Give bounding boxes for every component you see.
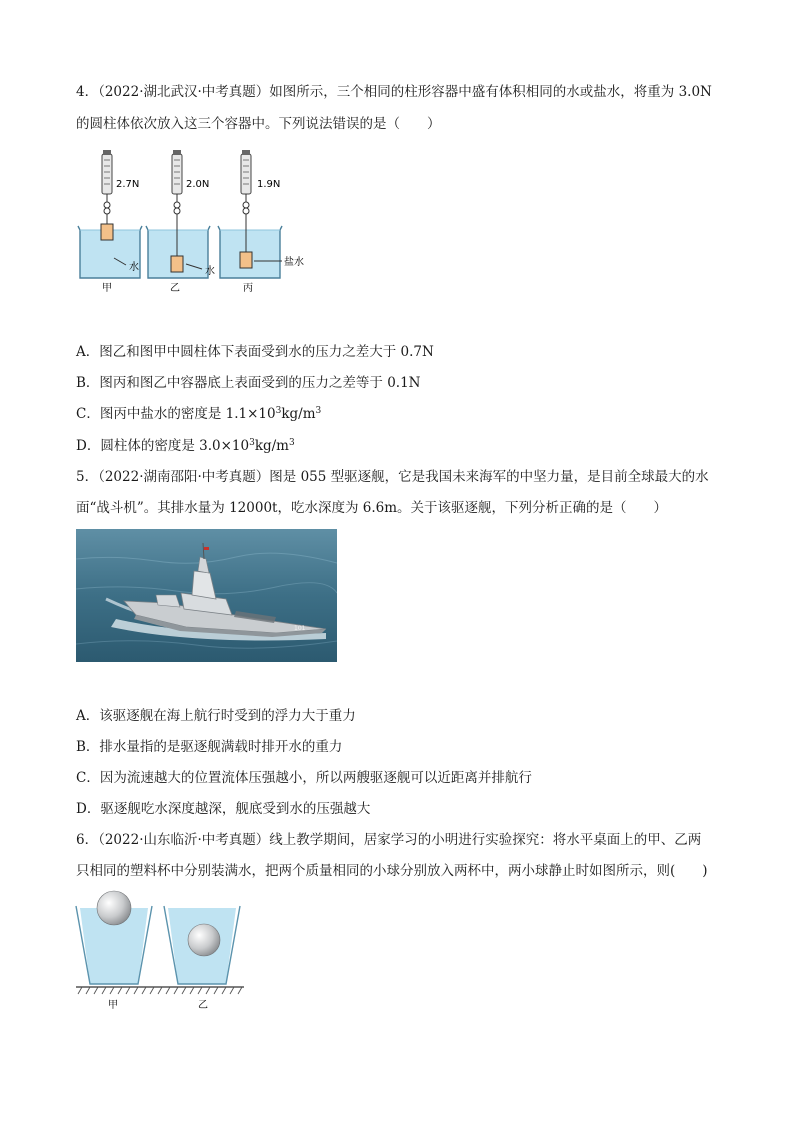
- q4-stem-line2: 的圆柱体依次放入这三个容器中。下列说法错误的是（ ）: [76, 116, 441, 132]
- q5-option-c: C．因为流速越大的位置流体压强越小，所以两艘驱逐舰可以近距离并排航行: [76, 770, 532, 786]
- liquid-label-jia: 水: [129, 262, 139, 273]
- reading-bing: 1.9N: [257, 179, 281, 190]
- liquid-label-yi: 水: [205, 266, 215, 277]
- reading-yi: 2.0N: [186, 179, 210, 190]
- label-yi: 乙: [170, 283, 180, 294]
- q6-stem-line2: 只相同的塑料杯中分别装满水，把两个质量相同的小球分别放入两杯中，两小球静止时如图所示，则( ): [76, 863, 708, 879]
- label-yi: 乙: [198, 1000, 208, 1011]
- q4-option-d: D．圆柱体的密度是 $3.0\times 10^3kg/m^3$: [76, 438, 295, 454]
- label-jia: 甲: [108, 1000, 118, 1011]
- q4-option-a: A．图乙和图甲中圆柱体下表面受到水的压力之差大于 0.7N: [76, 344, 434, 360]
- q5-stem-line1: 5．（2022·湖南邵阳·中考真题）图是 055 型驱逐舰，它是我国未来海军的中坚力量，是目前全球最大的水: [76, 469, 709, 485]
- q5-option-a: A．该驱逐舰在海上航行时受到的浮力大于重力: [76, 708, 356, 724]
- q4-stem-line1: 4．（2022·湖北武汉·中考真题）如图所示，三个相同的柱形容器中盛有体积相同的水或盐水，将重为 3.0N: [76, 84, 712, 100]
- destroyer-photo: [76, 529, 337, 662]
- q6-figure: [74, 884, 246, 1014]
- cup-jia: [76, 891, 152, 984]
- q4-figure: [76, 148, 326, 298]
- ball-jia: [97, 891, 131, 925]
- q5-option-b: B．排水量指的是驱逐舰满载时排开水的重力: [76, 739, 343, 755]
- hull-number: 101: [294, 625, 306, 632]
- label-jia: 甲: [102, 283, 112, 294]
- q6-stem-line1: 6．（2022·山东临沂·中考真题）线上教学期间，居家学习的小明进行实验探究：将水平桌面上的甲、乙两: [76, 832, 702, 848]
- spring-scale-jia: [101, 150, 113, 240]
- q5-option-d: D．驱逐舰吃水深度越深，舰底受到水的压强越大: [76, 801, 371, 817]
- q4-option-c: C．图丙中盐水的密度是 $1.1\times 10^3kg/m^3$: [76, 406, 322, 422]
- label-bing: 丙: [243, 283, 253, 294]
- reading-jia: 2.7N: [116, 179, 140, 190]
- q5-stem-line2: 面“战斗机”。其排水量为 12000t，吃水深度为 6.6m。关于该驱逐舰，下列分析正确的是（ ）: [76, 500, 668, 516]
- q4-option-b: B．图丙和图乙中容器底上表面受到的压力之差等于 0.1N: [76, 375, 421, 391]
- table-surface: [76, 987, 244, 994]
- ball-yi: [188, 924, 220, 956]
- cup-yi: [164, 906, 240, 984]
- liquid-label-bing: 盐水: [284, 257, 304, 268]
